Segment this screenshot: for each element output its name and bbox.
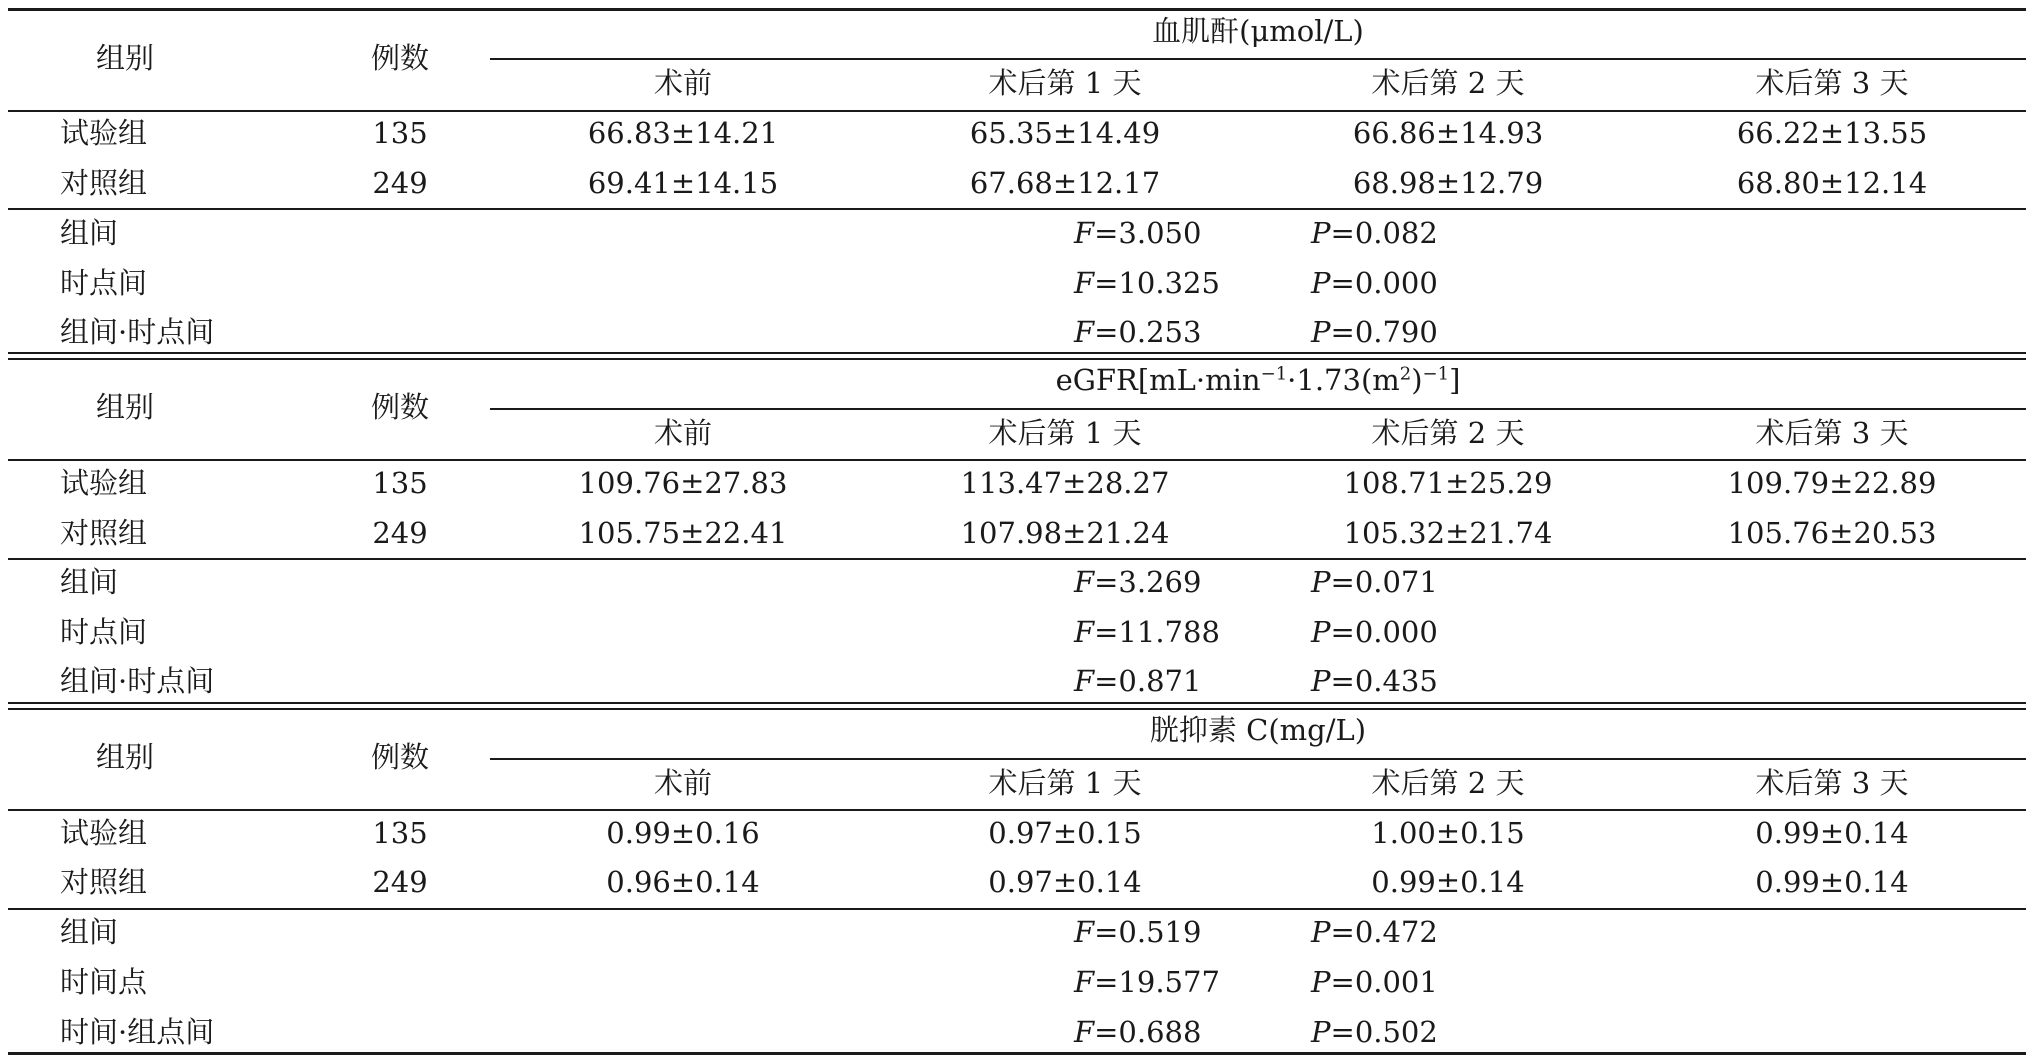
- row-group-label: 试验组: [60, 116, 148, 150]
- f-statistic: F=0.253: [1074, 315, 1202, 349]
- section-2-col-day1: 术后第 1 天: [988, 416, 1142, 450]
- section-3-col-day1: 术后第 1 天: [988, 766, 1142, 800]
- p-value: P=0.001: [1311, 965, 1438, 999]
- p-value: P=0.435: [1311, 664, 1438, 698]
- row-value-day1: 107.98±21.24: [960, 516, 1170, 550]
- row-value-day2: 68.98±12.79: [1352, 166, 1544, 200]
- row-group-label: 对照组: [60, 865, 148, 899]
- section-separator-top: [8, 702, 2026, 704]
- f-statistic: F=3.050: [1074, 216, 1202, 250]
- stat-label: 时点间: [60, 615, 148, 649]
- row-value-preop: 66.83±14.21: [587, 116, 779, 150]
- row-group-label: 试验组: [60, 816, 148, 850]
- section-1-col-day2: 术后第 2 天: [1371, 66, 1525, 100]
- p-value: P=0.790: [1311, 315, 1438, 349]
- stat-label: 组间: [60, 216, 119, 250]
- p-value: P=0.000: [1311, 266, 1438, 300]
- row-count: 249: [372, 516, 428, 550]
- section-1-header-rule: [8, 110, 2026, 112]
- row-count: 135: [372, 466, 428, 500]
- section-1-header-underline: [490, 58, 2026, 60]
- section-separator-bottom: [8, 708, 2026, 710]
- section-3-count-header: 例数: [370, 740, 430, 774]
- row-value-day2: 66.86±14.93: [1352, 116, 1544, 150]
- row-value-day2: 105.32±21.74: [1343, 516, 1553, 550]
- section-3-header-underline: [490, 758, 2026, 760]
- section-3-col-day3: 术后第 3 天: [1755, 766, 1909, 800]
- section-1-col-day3: 术后第 3 天: [1755, 66, 1909, 100]
- row-value-day3: 66.22±13.55: [1736, 116, 1928, 150]
- section-1-data-rule: [8, 208, 2026, 210]
- section-2-col-day3: 术后第 3 天: [1755, 416, 1909, 450]
- p-value: P=0.082: [1311, 216, 1438, 250]
- f-statistic: F=3.269: [1074, 565, 1202, 599]
- row-value-day3: 0.99±0.14: [1755, 816, 1909, 850]
- row-count: 249: [372, 865, 428, 899]
- f-statistic: F=0.519: [1074, 915, 1202, 949]
- section-3-col-day2: 术后第 2 天: [1371, 766, 1525, 800]
- row-value-preop: 69.41±14.15: [587, 166, 779, 200]
- section-separator-top: [8, 352, 2026, 354]
- f-statistic: F=0.688: [1074, 1015, 1202, 1049]
- section-1-title: 血肌酐(μmol/L): [1152, 14, 1364, 48]
- f-statistic: F=11.788: [1074, 615, 1220, 649]
- section-2-data-rule: [8, 558, 2026, 560]
- stat-label: 时间点: [60, 965, 148, 999]
- stat-label: 时点间: [60, 266, 148, 300]
- row-value-day1: 0.97±0.15: [988, 816, 1142, 850]
- row-value-day3: 68.80±12.14: [1736, 166, 1928, 200]
- stat-label: 时间·组点间: [60, 1015, 215, 1049]
- p-value: P=0.000: [1311, 615, 1438, 649]
- section-1-group-header: 组别: [95, 41, 155, 75]
- row-value-day1: 0.97±0.14: [988, 865, 1142, 899]
- section-1-count-header: 例数: [370, 41, 430, 75]
- section-2-header-rule: [8, 459, 2026, 461]
- stat-label: 组间: [60, 915, 119, 949]
- row-group-label: 对照组: [60, 516, 148, 550]
- row-value-preop: 109.76±27.83: [578, 466, 788, 500]
- row-value-preop: 105.75±22.41: [578, 516, 788, 550]
- row-value-day2: 0.99±0.14: [1371, 865, 1525, 899]
- row-value-day1: 65.35±14.49: [969, 116, 1161, 150]
- row-value-day1: 113.47±28.27: [960, 466, 1170, 500]
- p-value: P=0.071: [1311, 565, 1438, 599]
- stat-label: 组间·时点间: [60, 664, 215, 698]
- row-group-label: 对照组: [60, 166, 148, 200]
- row-value-day2: 1.00±0.15: [1371, 816, 1525, 850]
- section-2-col-preop: 术前: [653, 416, 713, 450]
- section-3-title: 胱抑素 C(mg/L): [1149, 713, 1367, 747]
- stat-label: 组间·时点间: [60, 315, 215, 349]
- row-value-preop: 0.96±0.14: [606, 865, 760, 899]
- row-count: 135: [372, 116, 428, 150]
- section-2-group-header: 组别: [95, 390, 155, 424]
- row-count: 249: [372, 166, 428, 200]
- p-value: P=0.472: [1311, 915, 1438, 949]
- section-separator-bottom: [8, 358, 2026, 360]
- f-statistic: F=0.871: [1074, 664, 1202, 698]
- row-value-day3: 109.79±22.89: [1727, 466, 1937, 500]
- section-1-col-preop: 术前: [653, 66, 713, 100]
- row-value-day3: 0.99±0.14: [1755, 865, 1909, 899]
- section-3-col-preop: 术前: [653, 766, 713, 800]
- section-2-col-day2: 术后第 2 天: [1371, 416, 1525, 450]
- p-value: P=0.502: [1311, 1015, 1438, 1049]
- section-2-title: $eGFR[mL\cdot\min^{-1}\cdot 1.73(m^2)^{-1}]$: [1055, 363, 1461, 397]
- section-3-data-rule: [8, 908, 2026, 910]
- section-2-header-underline: [490, 408, 2026, 410]
- section-3-header-rule: [8, 809, 2026, 811]
- row-value-day1: 67.68±12.17: [969, 166, 1161, 200]
- stat-label: 组间: [60, 565, 119, 599]
- row-count: 135: [372, 816, 428, 850]
- f-statistic: F=19.577: [1074, 965, 1220, 999]
- row-value-day3: 105.76±20.53: [1727, 516, 1937, 550]
- row-group-label: 试验组: [60, 466, 148, 500]
- section-3-group-header: 组别: [95, 740, 155, 774]
- section-2-count-header: 例数: [370, 390, 430, 424]
- row-value-preop: 0.99±0.16: [606, 816, 760, 850]
- row-value-day2: 108.71±25.29: [1343, 466, 1553, 500]
- f-statistic: F=10.325: [1074, 266, 1220, 300]
- table-top-rule: [8, 8, 2026, 11]
- table-bottom-rule: [8, 1052, 2026, 1055]
- section-1-col-day1: 术后第 1 天: [988, 66, 1142, 100]
